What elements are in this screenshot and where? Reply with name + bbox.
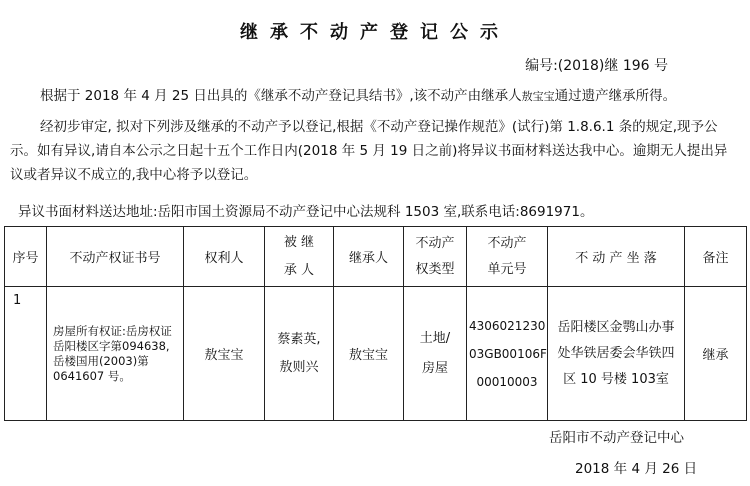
table-header-row bbox=[5, 227, 747, 287]
cell-cert: 房屋所有权证:岳房权证岳阳楼区字第094638,岳楼国用(2003)第 0641607 号。 bbox=[47, 287, 184, 421]
cell-remark: 继承 bbox=[685, 287, 747, 421]
header-type-line1: 不动产 bbox=[415, 235, 455, 251]
cell-inherited-line2: 敖则兴 bbox=[279, 359, 319, 375]
table-row bbox=[5, 287, 747, 421]
document-number: 编号:(2018)继 196 号 bbox=[525, 58, 668, 74]
intro-text-a: 根据于 2018 年 4 月 25 日出具的《继承不动产登记具结书》,该不动产由继承人 bbox=[40, 88, 522, 104]
header-holder: 权利人 bbox=[184, 227, 265, 287]
paragraph-intro bbox=[10, 84, 738, 109]
header-inherited bbox=[265, 227, 334, 287]
paragraph-review: 经初步审定, 拟对下列涉及继承的不动产予以登记,根据《不动产登记操作规范》(试行)第 1.8.6.1 条的规定,现予公示。如有异议,请自本公示之日起十五个工作日内(2018 年 5 月 19 日之前)将异议书面材料送达我中心。逾期无人提出异议或者异议不成立的,我中心将予以登记。 bbox=[10, 119, 728, 183]
cell-type bbox=[404, 287, 467, 421]
cell-unit-line1: 4306021230 bbox=[469, 318, 546, 333]
registration-table bbox=[4, 226, 747, 421]
header-remark: 备注 bbox=[685, 227, 747, 287]
header-no: 序号 bbox=[5, 227, 47, 287]
header-type bbox=[404, 227, 467, 287]
header-unit bbox=[467, 227, 548, 287]
header-inherited-line2: 承 人 bbox=[283, 262, 315, 278]
header-inherited-line1: 被 继 bbox=[283, 234, 315, 250]
paragraph-address: 异议书面材料送达地址:岳阳市国土资源局不动产登记中心法规科 1503 室,联系电话:8691971。 bbox=[18, 204, 594, 220]
header-cert: 不动产权证书号 bbox=[47, 227, 184, 287]
intro-text-b: 通过遗产继承所得。 bbox=[554, 88, 677, 104]
cell-unit bbox=[467, 287, 548, 421]
cell-unit-line2: 03GB00106F bbox=[469, 346, 547, 361]
cell-unit-line3: 00010003 bbox=[476, 374, 538, 389]
footer-organization: 岳阳市不动产登记中心 bbox=[549, 430, 684, 446]
header-type-line2: 权类型 bbox=[415, 261, 455, 277]
header-unit-line2: 单元号 bbox=[487, 261, 527, 277]
cell-location: 岳阳楼区金鹗山办事处华铁居委会华铁四区 10 号楼 103室 bbox=[548, 287, 685, 421]
cell-holder: 敖宝宝 bbox=[184, 287, 265, 421]
cell-inherited-line1: 蔡素英, bbox=[277, 331, 321, 347]
cell-type-line1: 土地/ bbox=[419, 330, 451, 346]
header-unit-line1: 不动产 bbox=[487, 235, 527, 251]
cell-heir: 敖宝宝 bbox=[334, 287, 404, 421]
cell-inherited bbox=[265, 287, 334, 421]
heir-name-inline: 敖宝宝 bbox=[521, 90, 555, 103]
cell-type-line2: 房屋 bbox=[421, 360, 448, 376]
page-title: 继承不动产登记公示 bbox=[240, 22, 510, 43]
header-location: 不 动 产 坐 落 bbox=[548, 227, 685, 287]
cell-no: 1 bbox=[5, 287, 47, 421]
footer-date: 2018 年 4 月 26 日 bbox=[575, 461, 698, 477]
header-heir: 继承人 bbox=[334, 227, 404, 287]
